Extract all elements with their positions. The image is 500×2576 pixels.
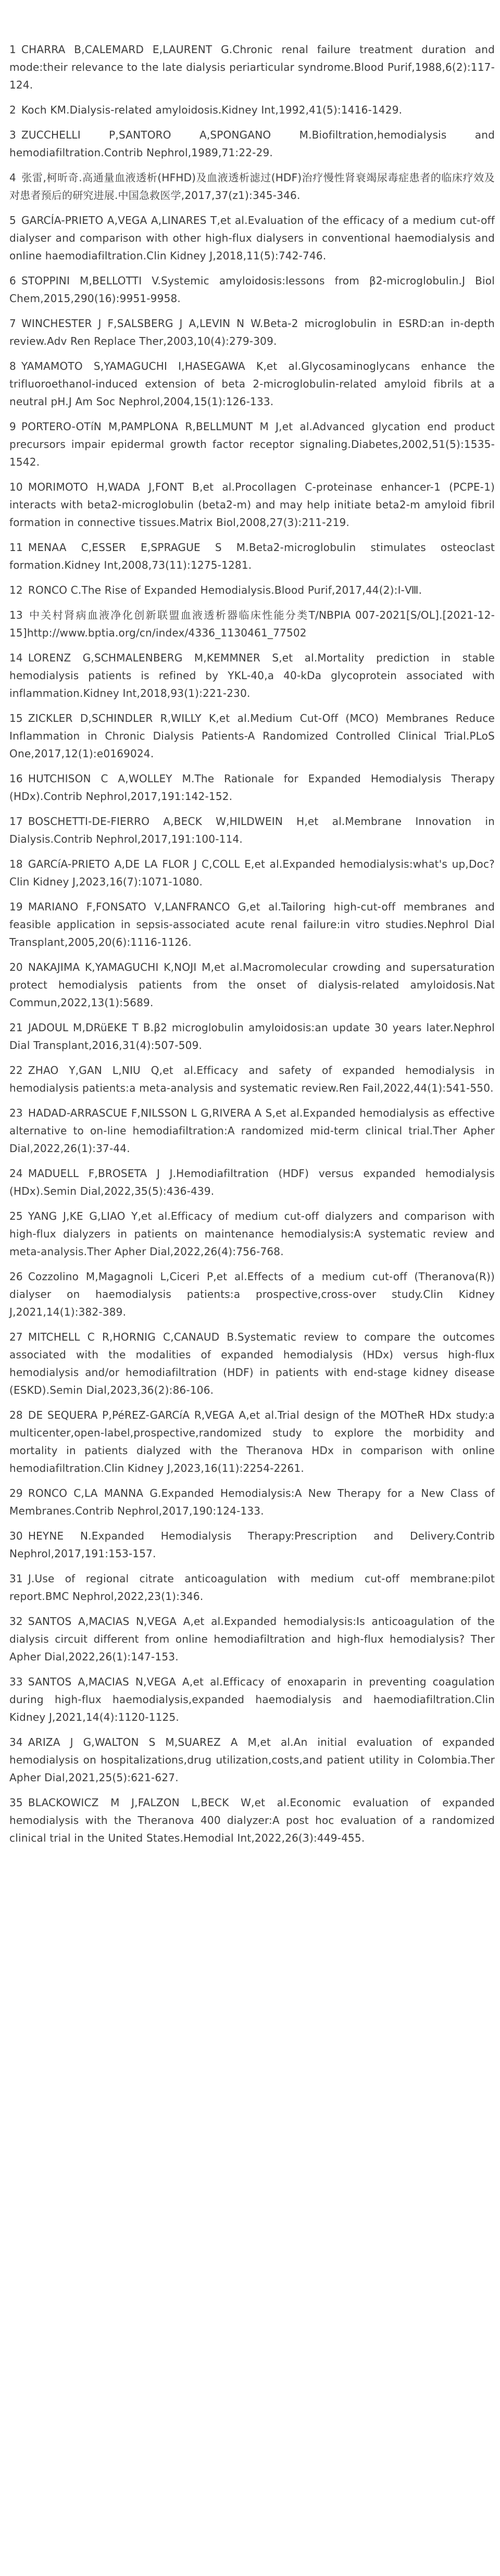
reference-number: 6 <box>9 274 16 287</box>
reference-number: 30 <box>9 1530 23 1542</box>
reference-text: Cozzolino M,Magagnoli L,Ciceri P,et al.Effects of a medium cut-off (Theranova(R)) dialyser on haemodialysis patients:a prospective,cross-over study.Clin Kidney J,2021,14(1):382-389. <box>9 1270 495 1318</box>
reference-item <box>9 211 495 265</box>
reference-number: 34 <box>9 1736 23 1748</box>
reference-item <box>9 357 495 410</box>
reference-number: 22 <box>9 1064 23 1077</box>
reference-text: BLACKOWICZ M J,FALZON L,BECK W,et al.Economic evaluation of expanded hemodialysis with the Theranova 400 dialyzer:A post hoc evaluation of a randomized clinical trial in the United States.Hemodial Int,2022,26(3):449-455. <box>9 1796 495 1844</box>
reference-item <box>9 1328 495 1399</box>
reference-text: GARCíA-PRIETO A,DE LA FLOR J C,COLL E,et al.Expanded hemodialysis:what's up,Doc? Clin Kidney J,2023,16(7):1071-1080. <box>9 858 495 888</box>
reference-item <box>9 770 495 805</box>
reference-item <box>9 478 495 531</box>
reference-number: 1 <box>9 43 16 56</box>
reference-number: 4 <box>9 171 16 184</box>
reference-item <box>9 1733 495 1786</box>
reference-number: 20 <box>9 961 23 973</box>
reference-text: ZUCCHELLI P,SANTORO A,SPONGANO M.Biofiltration,hemodialysis and hemodiafiltration.Contrib Nephrol,1989,71:22-29. <box>9 129 495 159</box>
reference-text: STOPPINI M,BELLOTTI V.Systemic amyloidosis:lessons from β2-microglobulin.J Biol Chem,2015,290(16):9951-9958. <box>9 274 495 305</box>
reference-text: 中关村肾病血液净化创新联盟血液透析器临床性能分类T/NBPIA 007-2021[S/OL].[2021-12-15]http://www.bptia.org/cn/index/4336_1130461_77502 <box>9 609 495 639</box>
reference-text: J.Use of regional citrate anticoagulation with medium cut-off membrane:pilot report.BMC Nephrol,2022,23(1):346. <box>9 1572 495 1603</box>
reference-item <box>9 101 495 119</box>
reference-text: ARIZA J G,WALTON S M,SUAREZ A M,et al.An initial evaluation of expanded hemodialysis on hospitalizations,drug utilization,costs,and patient utility in Colombia.Ther Apher Dial,2021,25(5):621-627. <box>9 1736 495 1784</box>
reference-number: 27 <box>9 1331 23 1343</box>
reference-number: 32 <box>9 1615 23 1628</box>
reference-text: ZICKLER D,SCHINDLER R,WILLY K,et al.Medium Cut-Off (MCO) Membranes Reduce Inflammation in Chronic Dialysis Patients-A Randomized Controlled Clinical Trial.PLoS One,2017,12(1):e0169024. <box>9 712 495 760</box>
reference-text: MADUELL F,BROSETA J J.Hemodiafiltration (HDF) versus expanded hemodialysis (HDx).Semin Dial,2022,35(5):436-439. <box>9 1167 495 1197</box>
reference-number: 23 <box>9 1107 23 1119</box>
reference-item <box>9 169 495 204</box>
reference-number: 2 <box>9 104 16 116</box>
reference-item <box>9 1527 495 1562</box>
reference-text: HUTCHISON C A,WOLLEY M.The Rationale for Expanded Hemodialysis Therapy (HDx).Contrib Nephrol,2017,191:142-152. <box>9 772 495 803</box>
reference-number: 3 <box>9 129 16 141</box>
reference-number: 18 <box>9 858 23 870</box>
reference-item <box>9 1019 495 1054</box>
reference-text: RONCO C,LA MANNA G.Expanded Hemodialysis:A New Therapy for a New Class of Membranes.Contrib Nephrol,2017,190:124-133. <box>9 1487 495 1517</box>
reference-number: 11 <box>9 541 23 554</box>
reference-number: 14 <box>9 652 23 664</box>
reference-item <box>9 898 495 951</box>
reference-text: NAKAJIMA K,YAMAGUCHI K,NOJI M,et al.Macromolecular crowding and supersaturation protect hemodialysis patients from the onset of dialysis-related amyloidosis.Nat Commun,2022,13(1):5689. <box>9 961 495 1009</box>
reference-item <box>9 1165 495 1200</box>
reference-number: 33 <box>9 1675 23 1688</box>
reference-text: MENAA C,ESSER E,SPRAGUE S M.Beta2-microglobulin stimulates osteoclast formation.Kidney Int,2008,73(11):1275-1281. <box>9 541 495 571</box>
reference-number: 5 <box>9 214 16 227</box>
reference-number: 13 <box>9 609 23 621</box>
reference-text: RONCO C.The Rise of Expanded Hemodialysis.Blood Purif,2017,44(2):Ⅰ-Ⅷ. <box>28 584 422 596</box>
reference-item <box>9 272 495 307</box>
reference-text: PORTERO-OTíN M,PAMPLONA R,BELLMUNT M J,et al.Advanced glycation end product precursors impair epidermal growth factor receptor signaling.Diabetes,2002,51(5):1535-1542. <box>9 420 495 468</box>
reference-number: 8 <box>9 360 16 372</box>
reference-number: 28 <box>9 1409 23 1421</box>
reference-item <box>9 1406 495 1477</box>
reference-text: SANTOS A,MACIAS N,VEGA A,et al.Expanded hemodialysis:Is anticoagulation of the dialysis circuit different from online hemodiafiltration and high-flux hemodialysis? Ther Apher Dial,2022,26(1):147-153. <box>9 1615 495 1663</box>
reference-number: 25 <box>9 1210 23 1222</box>
reference-item <box>9 1612 495 1666</box>
reference-item <box>9 1570 495 1605</box>
reference-text: MITCHELL C R,HORNIG C,CANAUD B.Systematic review to compare the outcomes associated with the modalities of expanded hemodialysis (HDx) versus high-flux hemodialysis and/or hemodiafiltration (HDF) in patients with end-stage kidney disease (ESKD).Semin Dial,2023,36(2):86-106. <box>9 1331 495 1396</box>
reference-number: 24 <box>9 1167 23 1180</box>
reference-item <box>9 709 495 762</box>
reference-text: LORENZ G,SCHMALENBERG M,KEMMNER S,et al.Mortality prediction in stable hemodialysis patients is refined by YKL-40,a 40-kDa glycoprotein associated with inflammation.Kidney Int,2018,93(1):221-230. <box>9 652 495 699</box>
reference-text: BOSCHETTI-DE-FIERRO A,BECK W,HILDWEIN H,et al.Membrane Innovation in Dialysis.Contrib Nephrol,2017,191:100-114. <box>9 815 495 845</box>
reference-item <box>9 581 495 599</box>
reference-item <box>9 1268 495 1321</box>
reference-item <box>9 126 495 161</box>
reference-item <box>9 1207 495 1260</box>
reference-text: MARIANO F,FONSATO V,LANFRANCO G,et al.Tailoring high-cut-off membranes and feasible application in sepsis-associated acute renal failure:in vitro studies.Nephrol Dial Transplant,2005,20(6):1116-1126. <box>9 901 495 948</box>
reference-item <box>9 1794 495 1847</box>
reference-text: Koch KM.Dialysis-related amyloidosis.Kidney Int,1992,41(5):1416-1429. <box>21 104 403 116</box>
reference-item <box>9 1484 495 1520</box>
reference-number: 17 <box>9 815 23 828</box>
reference-text: HADAD-ARRASCUE F,NILSSON L G,RIVERA A S,et al.Expanded hemodialysis as effective alternative to on-line hemodiafiltration:A randomized mid-term clinical trial.Ther Apher Dial,2022,26(1):37-44. <box>9 1107 495 1155</box>
reference-text: ZHAO Y,GAN L,NIU Q,et al.Efficacy and safety of expanded hemodialysis in hemodialysis patients:a meta-analysis and systematic review.Ren Fail,2022,44(1):541-550. <box>9 1064 495 1094</box>
reference-number: 16 <box>9 772 23 785</box>
reference-item <box>9 1061 495 1097</box>
reference-item <box>9 812 495 848</box>
reference-number: 19 <box>9 901 23 913</box>
reference-text: JADOUL M,DRüEKE T B.β2 microglobulin amyloidosis:an update 30 years later.Nephrol Dial Transplant,2016,31(4):507-509. <box>9 1021 495 1052</box>
reference-list <box>9 41 495 1854</box>
reference-item <box>9 1673 495 1726</box>
reference-text: CHARRA B,CALEMARD E,LAURENT G.Chronic renal failure treatment duration and mode:their relevance to the late dialysis periarticular syndrome.Blood Purif,1988,6(2):117-124. <box>9 43 495 91</box>
reference-item <box>9 606 495 642</box>
reference-number: 21 <box>9 1021 23 1034</box>
reference-text: SANTOS A,MACIAS N,VEGA A,et al.Efficacy of enoxaparin in preventing coagulation during high-flux haemodialysis,expanded haemodialysis and haemodiafiltration.Clin Kidney J,2021,14(4):1120-1125. <box>9 1675 495 1723</box>
reference-text: MORIMOTO H,WADA J,FONT B,et al.Procollagen C-proteinase enhancer-1 (PCPE-1) interacts with beta2-microglobulin (beta2-m) and may help initiate beta2-m amyloid fibril formation in connective tissues.Matrix Biol,2008,27(3):211-219. <box>9 481 495 529</box>
reference-number: 29 <box>9 1487 23 1499</box>
reference-item <box>9 855 495 891</box>
reference-text: YAMAMOTO S,YAMAGUCHI I,HASEGAWA K,et al.Glycosaminoglycans enhance the trifluoroethanol-induced extension of beta 2-microglobulin-related amyloid fibrils at a neutral pH.J Am Soc Nephrol,2004,15(1):126-133. <box>9 360 495 408</box>
reference-item <box>9 649 495 702</box>
reference-number: 35 <box>9 1796 23 1809</box>
reference-text: 张雷,柯昕奇.高通量血液透析(HFHD)及血液透析滤过(HDF)治疗慢性肾衰竭尿毒症患者的临床疗效及对患者预后的研究进展.中国急救医学,2017,37(z1):345-346. <box>9 171 495 202</box>
reference-text: DE SEQUERA P,PéREZ-GARCíA R,VEGA A,et al.Trial design of the MOTheR HDx study:a multicenter,open-label,prospective,randomized study to explore the morbidity and mortality in patients dialyzed with the Theranova HDx in comparison with online hemodiafiltration.Clin Kidney J,2023,16(11):2254-2261. <box>9 1409 495 1474</box>
reference-text: YANG J,KE G,LIAO Y,et al.Efficacy of medium cut-off dialyzers and comparison with high-flux dialyzers in patients on maintenance hemodialysis:A systematic review and meta-analysis.Ther Apher Dial,2022,26(4):756-768. <box>9 1210 495 1258</box>
reference-number: 15 <box>9 712 23 724</box>
reference-item <box>9 539 495 574</box>
reference-text: WINCHESTER J F,SALSBERG J A,LEVIN N W.Beta-2 microglobulin in ESRD:an in-depth review.Adv Ren Replace Ther,2003,10(4):279-309. <box>9 317 495 347</box>
reference-number: 31 <box>9 1572 23 1585</box>
reference-number: 10 <box>9 481 23 493</box>
reference-number: 26 <box>9 1270 23 1283</box>
reference-item <box>9 1104 495 1157</box>
reference-text: GARCÍA-PRIETO A,VEGA A,LINARES T,et al.Evaluation of the efficacy of a medium cut-off dialyser and comparison with other high-flux dialysers in conventional haemodialysis and online haemodiafiltration.Clin Kidney J,2018,11(5):742-746. <box>9 214 495 262</box>
reference-item <box>9 958 495 1011</box>
reference-text: HEYNE N.Expanded Hemodialysis Therapy:Prescription and Delivery.Contrib Nephrol,2017,191:153-157. <box>9 1530 495 1560</box>
reference-item <box>9 418 495 471</box>
reference-item <box>9 315 495 350</box>
reference-number: 9 <box>9 420 16 433</box>
reference-item <box>9 41 495 94</box>
reference-number: 7 <box>9 317 16 330</box>
reference-number: 12 <box>9 584 23 596</box>
